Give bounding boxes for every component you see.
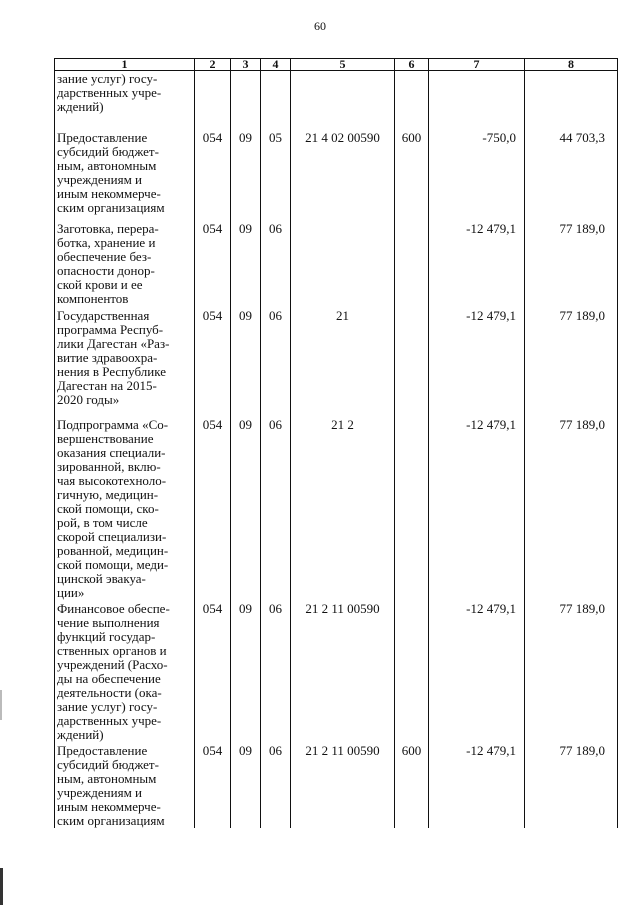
cell-expense-type [395,222,429,309]
cell-target-article [291,71,395,131]
page-number: 60 [314,19,326,33]
cell-expense-type [395,71,429,131]
table-row [55,418,618,602]
item-name: Государственная программа Респуб- лики Дагестан «Раз- витие здравоохра- нения в Республике Дагестан на 2015- 2020 годы» [55,309,195,418]
item-name: Финансовое обеспе- чение выполнения функций государ- ственных органов и учреждений (Расхо- ды на обеспечение деятельности (ока- зание услуг) госу- дарственных учре- ждений) [55,602,195,744]
table-row [55,131,618,222]
item-name: Подпрограмма «Со- вершенствование оказания специали- зированной, вклю- чая высокотехноло- гичную, медицин- ской помощи, ско- рой, в том числе скорой специализи- рованной, медицин- ской помощи, меди- цинской эвакуа- ции» [55,418,195,602]
cell-ministry-code: 054 [195,744,231,828]
item-name: Заготовка, перера- ботка, хранение и обеспечение без- опасности донор- ской крови и ее компонентов [55,222,195,309]
cell-section-code: 09 [231,602,261,744]
column-header: 3 [231,59,261,71]
cell-subsection-code: 05 [261,131,291,222]
column-header: 5 [291,59,395,71]
cell-change-amount: -750,0 [429,131,525,222]
cell-expense-type [395,309,429,418]
cell-subsection-code: 06 [261,309,291,418]
cell-subsection-code: 06 [261,418,291,602]
table-row [55,71,618,131]
cell-section-code: 09 [231,418,261,602]
cell-expense-type [395,418,429,602]
cell-subsection-code: 06 [261,222,291,309]
cell-total-amount: 44 703,3 [525,131,618,222]
cell-total-amount: 77 189,0 [525,744,618,828]
cell-target-article: 21 2 [291,418,395,602]
cell-target-article [291,222,395,309]
cell-total-amount [525,71,618,131]
cell-ministry-code: 054 [195,222,231,309]
scan-edge-mark [0,868,3,905]
cell-ministry-code: 054 [195,602,231,744]
cell-total-amount: 77 189,0 [525,309,618,418]
table-row [55,744,618,828]
table-row [55,222,618,309]
cell-ministry-code: 054 [195,418,231,602]
column-header: 8 [525,59,618,71]
column-header: 7 [429,59,525,71]
column-header: 2 [195,59,231,71]
table-row [55,309,618,418]
item-name: зание услуг) госу- дарственных учре- ждений) [55,71,195,131]
cell-total-amount: 77 189,0 [525,418,618,602]
cell-change-amount: -12 479,1 [429,418,525,602]
cell-total-amount: 77 189,0 [525,602,618,744]
cell-target-article: 21 [291,309,395,418]
cell-section-code: 09 [231,131,261,222]
cell-subsection-code: 06 [261,602,291,744]
table-row [55,602,618,744]
scan-edge-mark [0,690,2,720]
cell-ministry-code [195,71,231,131]
cell-section-code: 09 [231,222,261,309]
column-header: 6 [395,59,429,71]
cell-ministry-code: 054 [195,131,231,222]
cell-expense-type [395,602,429,744]
cell-change-amount: -12 479,1 [429,309,525,418]
cell-expense-type: 600 [395,131,429,222]
cell-target-article: 21 2 11 00590 [291,744,395,828]
cell-target-article: 21 2 11 00590 [291,602,395,744]
cell-target-article: 21 4 02 00590 [291,131,395,222]
cell-ministry-code: 054 [195,309,231,418]
table-header-row [55,59,618,71]
column-header: 4 [261,59,291,71]
cell-change-amount: -12 479,1 [429,222,525,309]
cell-change-amount: -12 479,1 [429,602,525,744]
cell-subsection-code [261,71,291,131]
column-header: 1 [55,59,195,71]
cell-subsection-code: 06 [261,744,291,828]
item-name: Предоставление субсидий бюджет- ным, автономным учреждениям и иным некоммерче- ским организациям [55,131,195,222]
item-name: Предоставление субсидий бюджет- ным, автономным учреждениям и иным некоммерче- ским организациям [55,744,195,828]
cell-total-amount: 77 189,0 [525,222,618,309]
cell-section-code [231,71,261,131]
cell-section-code: 09 [231,309,261,418]
budget-table [54,58,618,828]
cell-expense-type: 600 [395,744,429,828]
cell-section-code: 09 [231,744,261,828]
cell-change-amount: -12 479,1 [429,744,525,828]
cell-change-amount [429,71,525,131]
